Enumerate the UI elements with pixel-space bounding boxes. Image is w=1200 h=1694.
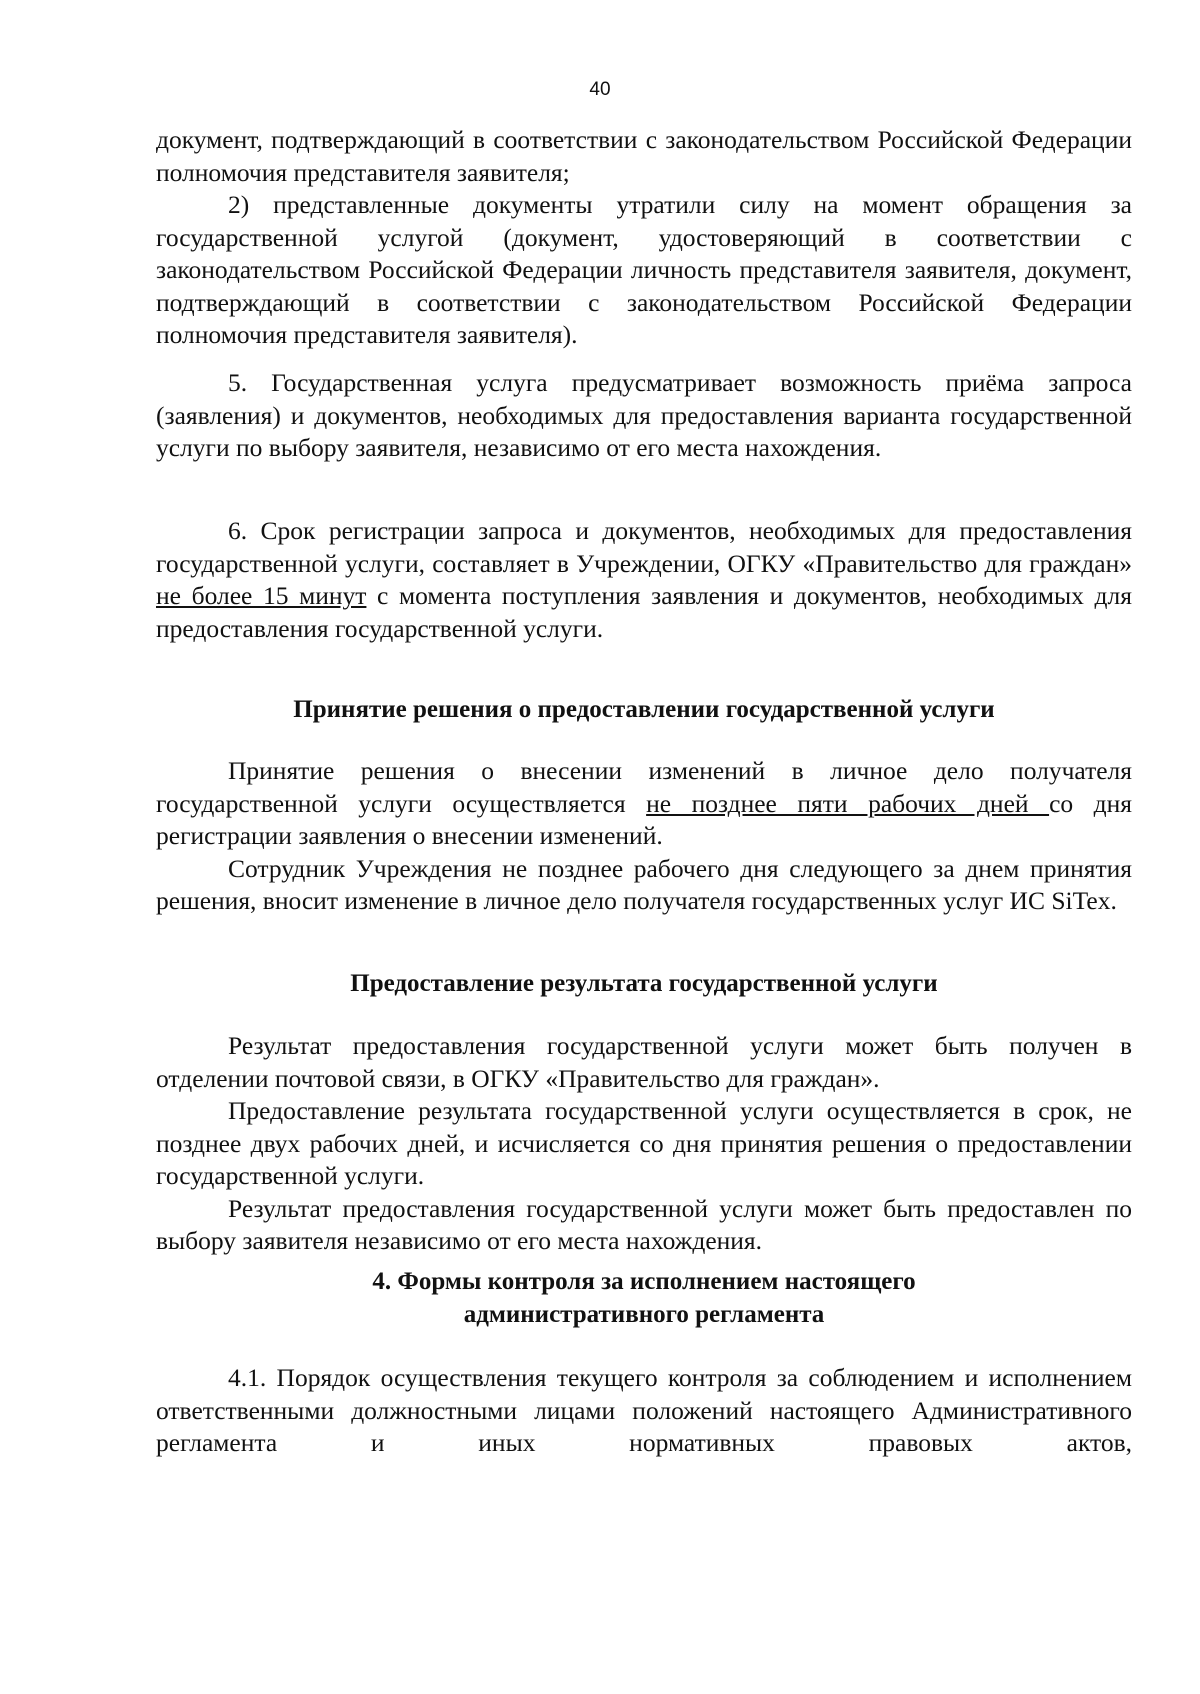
block-item-4-1 — [156, 1362, 1132, 1460]
block-top — [156, 124, 1132, 352]
paragraph-item-4-1: 4.1. Порядок осуществления текущего контроля за соблюдением и исполнением ответственными должностными лицами положений настоящего Административного регламента и иных нормативных правовых актов, — [156, 1363, 1132, 1457]
block-heading-decision — [156, 694, 1132, 727]
block-decision — [156, 755, 1132, 918]
underlined-term: не более 15 минут — [156, 581, 367, 610]
text-run: 6. Срок регистрации запроса и документов, необходимых для предоставления государственной услуги, составляет в Учреждении, ОГКУ «Правительство для граждан» — [156, 516, 1132, 578]
paragraph-item-6 — [156, 515, 1132, 645]
page-number: 40 — [589, 79, 611, 100]
text-run: Принятие решения о внесении изменений в личное дело получателя государственной услуги осуществляется — [156, 756, 1132, 818]
paragraph-decision-2: Сотрудник Учреждения не позднее рабочего дня следующего за днем принятия решения, вносит изменение в личное дело получателя государственных услуг ИС SiTex. — [156, 853, 1132, 915]
paragraph-item-2: 2) представленные документы утратили силу на момент обращения за государственной услугой (документ, удостоверяющий в соответствии с законодательством Российской Федерации личность представителя заявителя, документ, подтверждающий в соответствии с законодательством Российской Федерации полномочия представителя заявителя). — [156, 190, 1132, 349]
underlined-term: не позднее пяти рабочих дней — [646, 788, 1050, 818]
heading-section-4-line-1: 4. Формы контроля за исполнением настоящего — [372, 1268, 916, 1295]
block-heading-section-4 — [156, 1266, 1132, 1331]
text-run: со дня регистрации заявления о внесении изменений. — [156, 788, 1133, 850]
paragraph-decision-1 — [156, 755, 1132, 853]
heading-decision: Принятие решения о предоставлении государственной услуги — [293, 696, 995, 723]
paragraph-result-3: Результат предоставления государственной услуги может быть предоставлен по выбору заявителя независимо от его места нахождения. — [156, 1193, 1132, 1255]
heading-section-4-line-2: административного регламента — [463, 1300, 825, 1328]
paragraph-result-1: Результат предоставления государственной услуги может быть получен в отделении почтовой связи, в ОГКУ «Правительство для граждан». — [156, 1031, 1132, 1093]
block-result — [156, 1030, 1132, 1258]
text-run: с момента поступления заявления и документов, необходимых для предоставления государственной услуги. — [156, 581, 1132, 643]
block-item-5 — [156, 367, 1132, 465]
block-item-6 — [156, 515, 1132, 645]
paragraph-item-5: 5. Государственная услуга предусматривает возможность приёма запроса (заявления) и документов, необходимых для предоставления варианта государственной услуги по выбору заявителя, независимо от его места нахождения. — [156, 368, 1132, 462]
paragraph-result-2: Предоставление результата государственной услуги осуществляется в срок, не позднее двух рабочих дней, и исчисляется со дня принятия решения о предоставлении государственной услуги. — [156, 1096, 1132, 1190]
block-heading-result — [156, 968, 1132, 1001]
paragraph-continuation: документ, подтверждающий в соответствии с законодательством Российской Федерации полномочия представителя заявителя; — [156, 125, 1132, 187]
heading-result: Предоставление результата государственной услуги — [350, 970, 938, 997]
